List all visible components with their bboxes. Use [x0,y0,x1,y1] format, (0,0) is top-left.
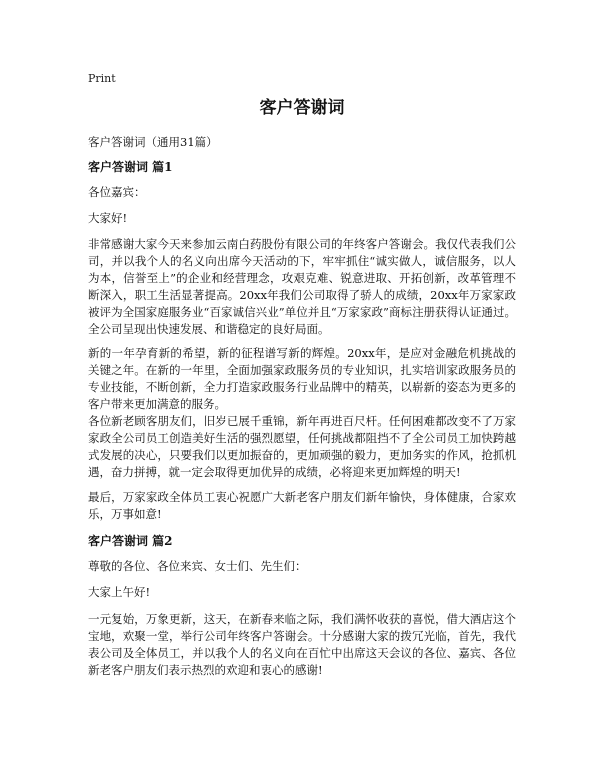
section-1-greeting: 各位嘉宾： [88,185,146,199]
section-2-paragraph-1: 一元复始，万象更新，这天，在新春来临之际，我们满怀收获的喜悦，借大酒店这个宝地，欢聚一堂，举行公司年终客户答谢会。十分感谢大家的拨冗光临，首先，我代表公司及全体员工，并以我个人的名义向在百忙中出席这天会议的各位、嘉宾、各位新老客户朋友们表示热烈的欢迎和衷心的感谢! [88,612,516,677]
section-1-paragraph-4: 最后，万家家政全体员工衷心祝愿广大新老客户朋友们新年愉快，身体健康，合家欢乐，万事如意! [88,490,516,521]
section-1-heading: 客户答谢词 篇1 [88,160,173,174]
section-2-heading: 客户答谢词 篇2 [88,534,173,548]
section-1-paragraph-3: 各位新老顾客朋友们，旧岁已展千重锦，新年再进百尺杆。任何困难都改变不了万家家政全公司员工创造美好生活的强烈愿望，任何挑战都阻挡不了全公司员工加快跨越式发展的决心，只要我们以更加振奋的，更加顽强的毅力，更加务实的作风，抢抓机遇，奋力拼搏，就一定会取得更加优异的成绩，必将迎来更加辉煌的明天! [88,414,516,479]
print-link[interactable]: Print [88,72,116,85]
section-1-paragraph-1: 非常感谢大家今天来参加云南白药股份有限公司的年终客户答谢会。我仅代表我们公司，并以我个人的名义向出席今天活动的下，牢牢抓住“诚实做人，诚信服务，以人为本，信誉至上”的企业和经营理念，攻艰克难、锐意进取、开拓创新，改革管理不断深入，职工生活显著提高。20xx年我们公司取得了骄人的成绩，20xx年万家家政被评为全国家庭服务业“百家诚信兴业”单位并且“万家家政”商标注册获得认证通过。全公司呈现出快速发展、和谐稳定的良好局面。 [88,237,516,336]
document-subtitle: 客户答谢词（通用31篇） [88,135,218,149]
section-2-greeting: 尊敬的各位、各位来宾、女士们、先生们： [88,559,307,573]
section-1-paragraph-2: 新的一年孕育新的希望，新的征程谱写新的辉煌。20xx年，是应对金融危机挑战的关键之年。在新的一年里，全面加强家政服务员的专业知识，扎实培训家政服务员的专业技能，不断创新，全力打造家政服务行业品牌中的精英，以崭新的姿态为更多的客户带来更加满意的服务。 [88,346,516,411]
document-title: 客户答谢词 [259,98,345,118]
section-2-salutation: 大家上午好! [88,585,151,599]
section-1-salutation: 大家好! [88,211,128,225]
